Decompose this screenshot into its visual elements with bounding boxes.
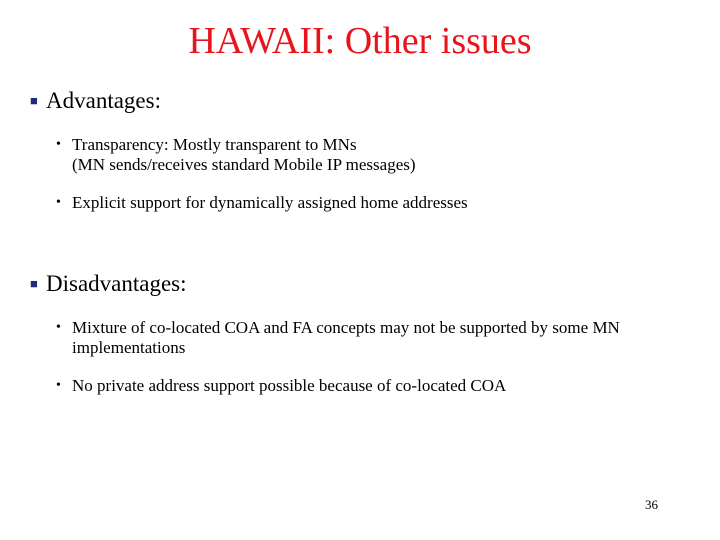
disadvantages-heading-row [30, 270, 700, 301]
list-item [56, 135, 700, 175]
advantages-heading: Advantages: [46, 88, 161, 113]
square-bullet-icon: ■ [30, 93, 38, 108]
disadvantage-item-1: Mixture of co-located COA and FA concepts may not be supported by some MN implementations [72, 318, 620, 357]
page-number: 36 [645, 497, 658, 512]
advantages-heading-row [30, 87, 700, 118]
disadvantages-section [30, 270, 700, 396]
advantage-item-2: Explicit support for dynamically assigned home addresses [72, 193, 468, 212]
list-item [56, 318, 700, 358]
bullet-dot-icon: • [56, 378, 61, 393]
list-item [56, 193, 700, 213]
bullet-dot-icon: • [56, 320, 61, 335]
square-bullet-icon: ■ [30, 276, 38, 291]
advantage-item-1: Transparency: Mostly transparent to MNs (MN sends/receives standard Mobile IP messages) [72, 135, 416, 174]
bullet-dot-icon: • [56, 195, 61, 210]
disadvantage-item-2: No private address support possible because of co-located COA [72, 376, 507, 395]
disadvantages-heading: Disadvantages: [46, 271, 187, 296]
advantages-section [30, 87, 700, 213]
slide-title: HAWAII: Other issues [188, 20, 532, 62]
bullet-dot-icon: • [56, 137, 61, 152]
list-item [56, 376, 700, 396]
